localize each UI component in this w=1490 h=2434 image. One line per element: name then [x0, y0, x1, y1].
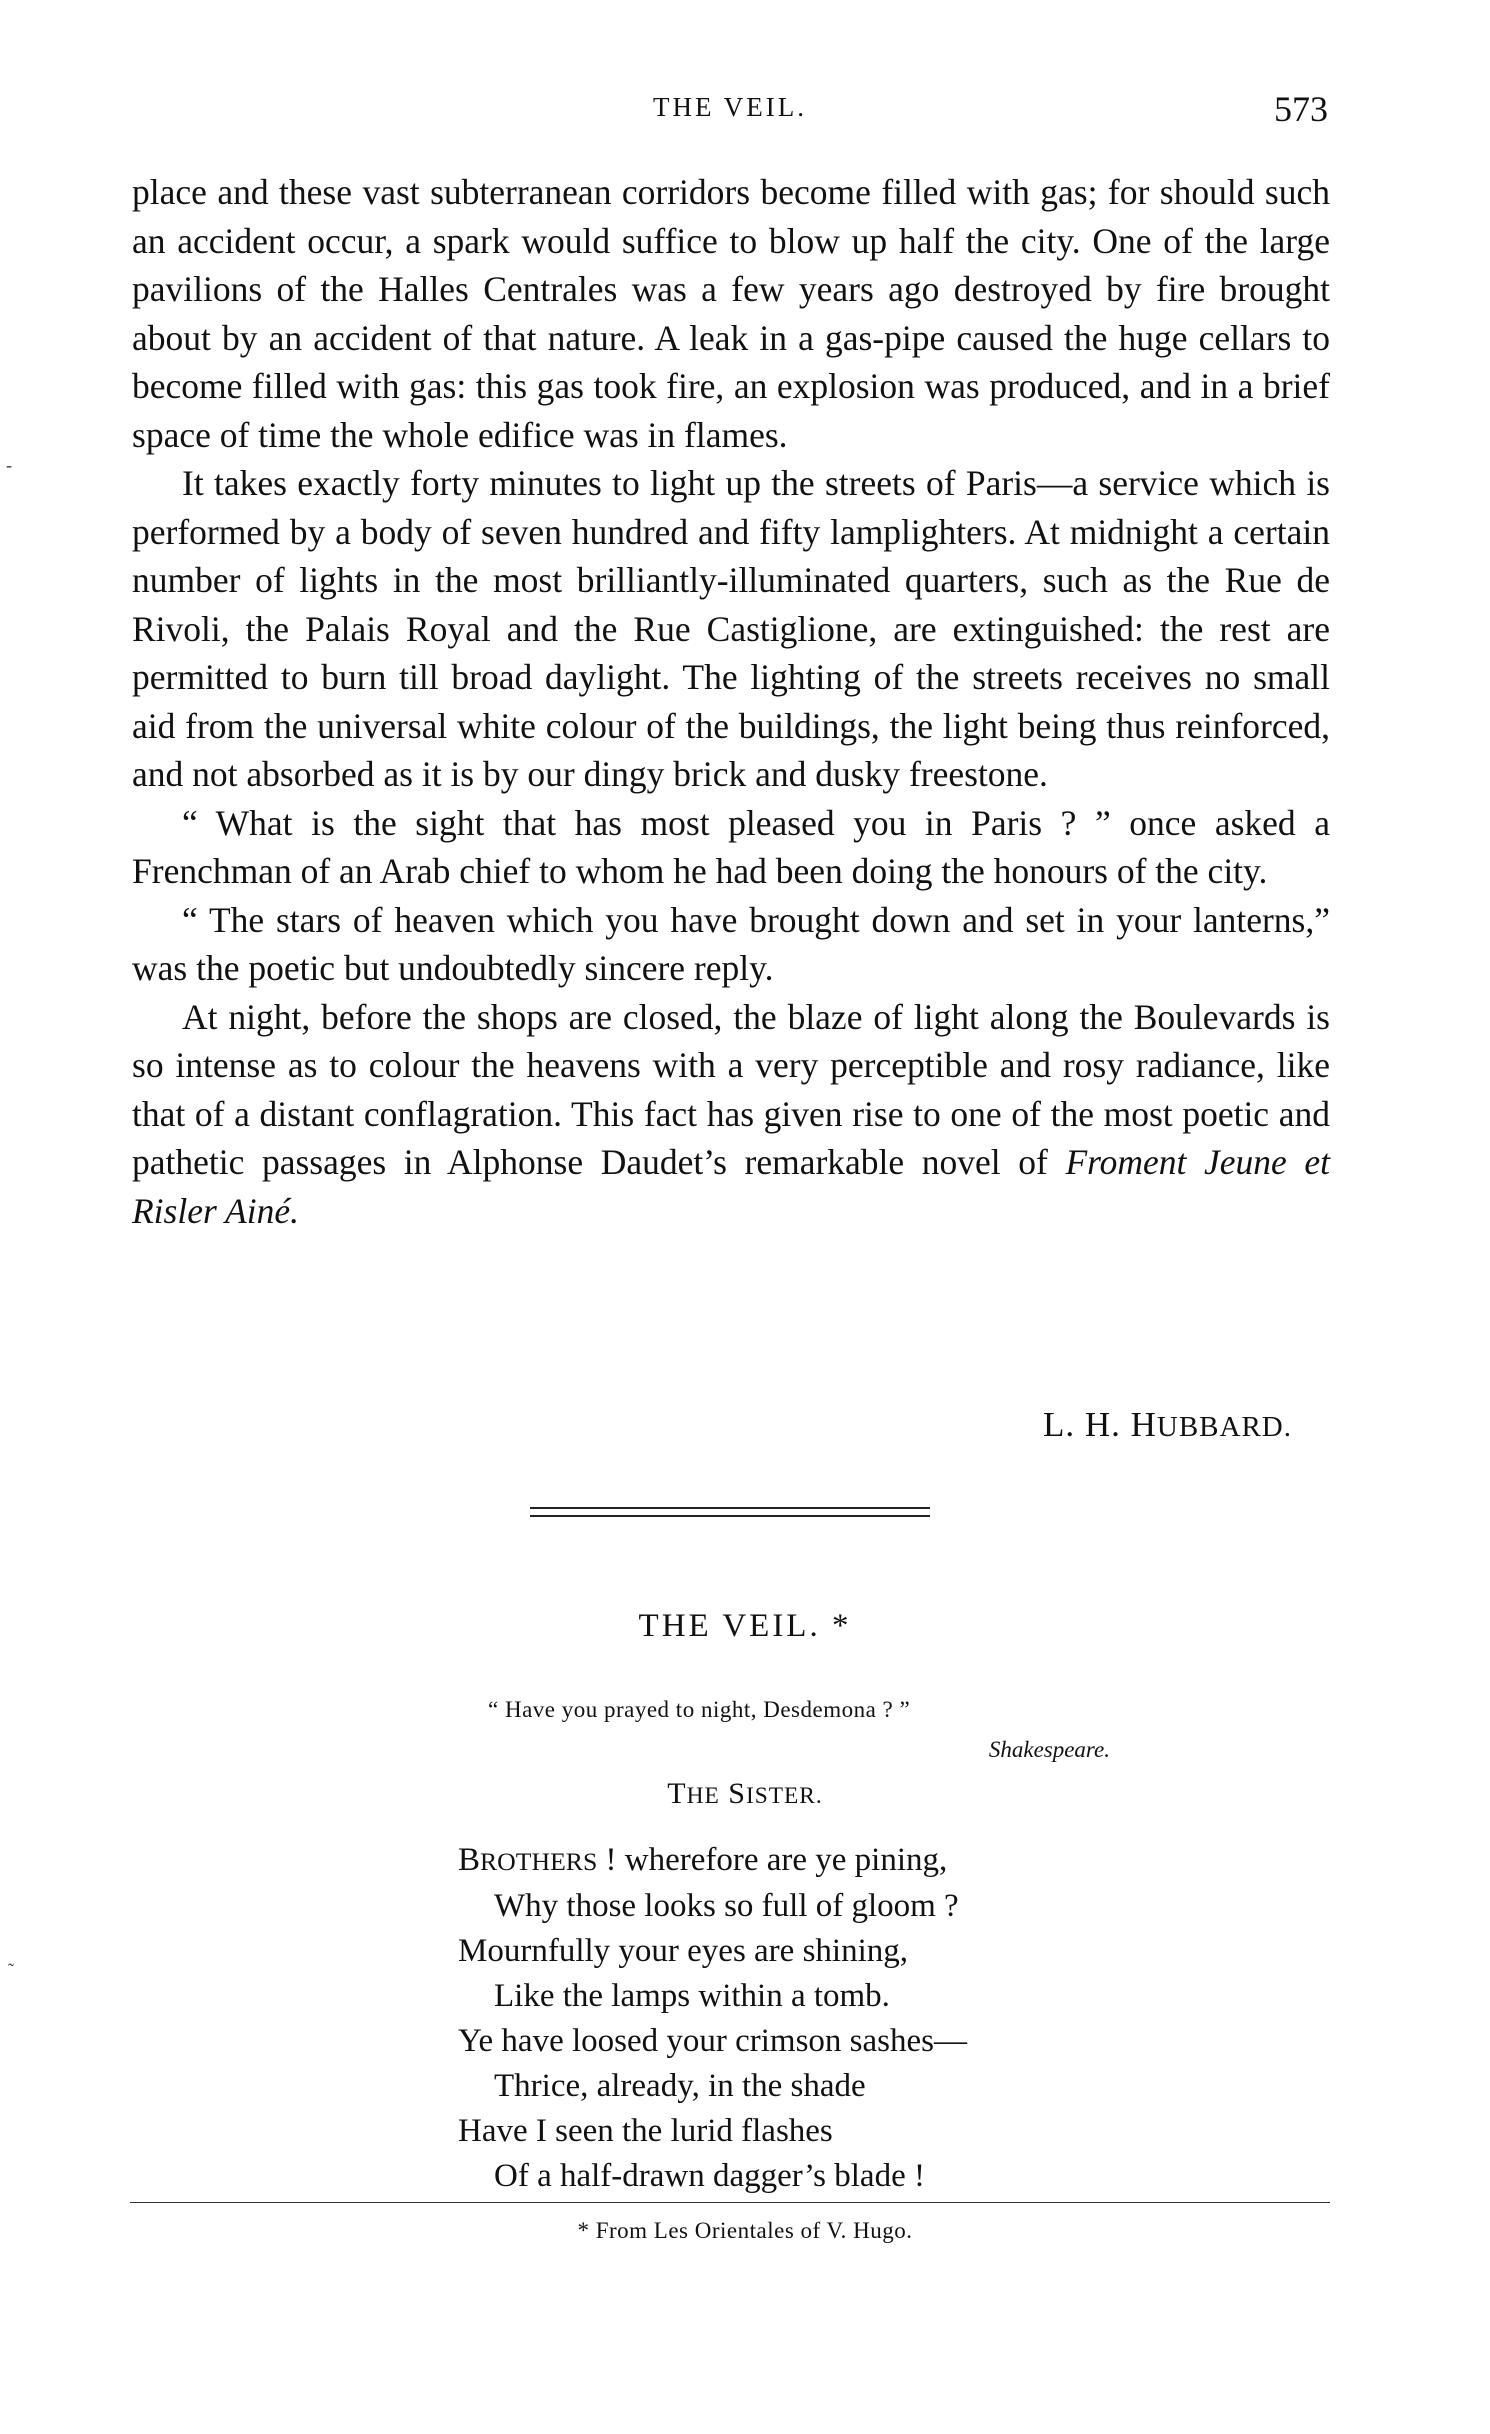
epigraph-quote: “ Have you prayed to night, Desdemona ? ” — [488, 1697, 911, 1722]
poem-subtitle — [0, 1777, 1490, 1811]
author-initials: L. H. — [1042, 1405, 1121, 1444]
author-surname — [1131, 1405, 1292, 1444]
poem-line-1-rest: ! wherefore are ye pining, — [597, 1842, 948, 1878]
footnote-rule — [130, 2202, 1330, 2203]
margin-mark: - — [6, 455, 12, 475]
poem-line: Thrice, already, in the shade — [494, 2068, 866, 2104]
article-body — [132, 168, 1330, 1235]
paragraph-3: “ What is the sight that has most pleased you in Paris ? ” once asked a Frenchman of an Arab chief to whom he had been doing the honours of the city. — [132, 802, 1330, 891]
poem-line: Have I seen the lurid flashes — [458, 2113, 833, 2149]
paragraph-4: “ The stars of heaven which you have brought down and set in your lanterns,” was the poetic but undoubtedly sincere reply. — [132, 899, 1330, 988]
subtitle-sister-rest: ISTER. — [745, 1783, 823, 1809]
section-divider — [530, 1507, 930, 1519]
poem-line: Like the lamps within a tomb. — [494, 1978, 890, 2014]
subtitle-sister-initial: S — [728, 1777, 746, 1810]
divider-line-bottom — [530, 1515, 930, 1517]
novel-title: Froment Jeune et Risler Ainé. — [132, 1142, 1330, 1231]
running-head — [130, 89, 1330, 132]
poem-line: Ye have loosed your crimson sashes— — [458, 2023, 968, 2059]
subtitle-the-initial: T — [667, 1777, 687, 1810]
poem-line: Why those looks so full of gloom ? — [494, 1888, 959, 1924]
surname-initial: H — [1130, 1405, 1157, 1444]
poem-line: Mournfully your eyes are shining, — [458, 1933, 908, 1969]
page-number: 573 — [1274, 89, 1328, 129]
poem-title: THE VEIL. * — [638, 1608, 852, 1644]
first-word-initial: B — [458, 1842, 481, 1878]
paragraph-1: place and these vast subterranean corridors become filled with gas; for should such an accident occur, a spark would suffice to blow up half the city. One of the large pavilions of the Halles Centrales was a few years ago destroyed by fire brought about by an accident of that nature. A leak in a gas-pipe caused the huge cellars to become filled with gas: this gas took fire, an explosion was produced, and in a brief space of time the whole edifice was in flames. — [132, 172, 1330, 455]
poem-stanza — [458, 1838, 1158, 2199]
footnote: * From Les Orientales of V. Hugo. — [577, 2218, 913, 2243]
surname-rest: UBBARD. — [1156, 1411, 1292, 1443]
poem-line: Of a half-drawn dagger’s blade ! — [494, 2158, 925, 2194]
first-word-rest: ROTHERS — [480, 1847, 598, 1876]
running-title: THE VEIL. — [653, 92, 807, 122]
paragraph-2: It takes exactly forty minutes to light up the streets of Paris—a service which is performed by a body of seven hundred and fifty lamplighters. At midnight a certain number of lights in the most brilliantly-illuminated quarters, such as the Rue de Rivoli, the Palais Royal and the Rue Castiglione, are extinguished: the rest are permitted to burn till broad daylight. The lighting of the streets receives no small aid from the universal white colour of the buildings, the light being thus reinforced, and not absorbed as it is by our dingy brick and dusky freestone. — [132, 463, 1330, 794]
subtitle-the-rest: HE — [686, 1783, 720, 1809]
author-signature — [1043, 1405, 1292, 1445]
paragraph-5-text: At night, before the shops are closed, the blaze of light along the Boulevards is so intense as to colour the heavens with a very perceptible and rosy radiance, like that of a distant conflagration. This fact has given rise to one of the most poetic and pathetic passages in Alphonse Daudet’s remarkable novel of — [132, 996, 1330, 1182]
divider-line-top — [530, 1507, 930, 1509]
epigraph-attribution: Shakespeare. — [988, 1737, 1110, 1762]
poem-line-1 — [458, 1838, 1158, 1884]
margin-mark: ˜ — [8, 1960, 14, 1980]
paragraph-5 — [132, 993, 1330, 1236]
